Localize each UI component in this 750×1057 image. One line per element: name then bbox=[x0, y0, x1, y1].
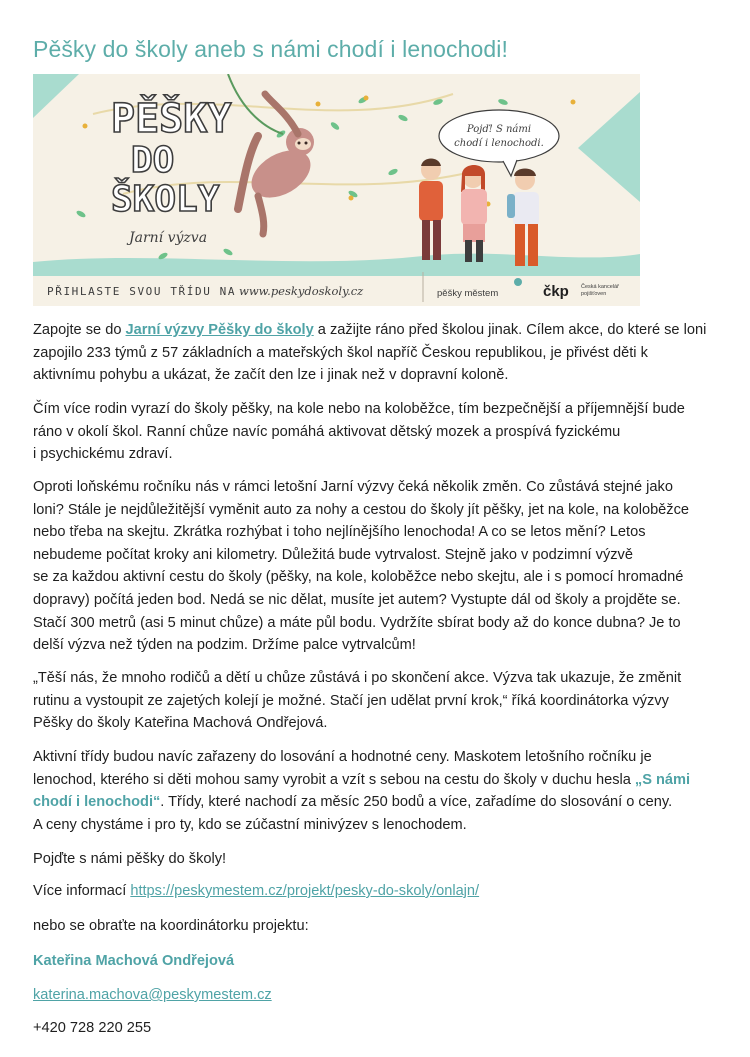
banner-heading-line2: DO bbox=[131, 140, 175, 181]
paragraph-invite: Pojďte s námi pěšky do školy! bbox=[33, 851, 227, 867]
logo-ckp: čkp bbox=[543, 283, 569, 300]
children-illustration bbox=[419, 159, 539, 267]
contact-email-link[interactable]: katerina.machova@peskymestem.cz bbox=[33, 987, 272, 1003]
slogan-part1: „S námi bbox=[634, 771, 691, 788]
corner-triangle-left bbox=[33, 74, 79, 118]
contact-name-row bbox=[33, 950, 733, 973]
corner-triangle-right bbox=[578, 92, 640, 202]
link-project-page[interactable]: https://peskymestem.cz/projekt/pesky-do-skoly/onlajn/ bbox=[130, 883, 480, 899]
contact-name: Kateřina Machová Ondřejová bbox=[33, 953, 235, 969]
logo-ckp-sub-line1: Česká kancelář bbox=[581, 284, 619, 290]
contact-email-row bbox=[33, 984, 733, 1007]
banner-heading-line3: ŠKOLY bbox=[111, 179, 220, 220]
contact-phone: +420 728 220 255 bbox=[33, 1020, 152, 1036]
slogan-part2: chodí i lenochodi“ bbox=[33, 794, 161, 811]
contact-phone-row bbox=[33, 1017, 733, 1040]
banner-subheading: Jarní výzva bbox=[129, 230, 208, 246]
campaign-banner bbox=[33, 74, 640, 306]
paragraph-more-info: Více informací https://peskymestem.cz/projekt/pesky-do-skoly/onlajn/ bbox=[33, 883, 480, 899]
article-title: Pěšky do školy aneb s námi chodí i lenochodi! bbox=[33, 36, 508, 62]
speech-bubble-line1: Pojď! S námi bbox=[466, 124, 532, 135]
speech-bubble-line2: chodí i lenochodi. bbox=[454, 138, 544, 149]
banner-cta-url: www.peskydoskoly.cz bbox=[239, 284, 364, 298]
banner-illustration bbox=[33, 74, 640, 306]
speech-bubble bbox=[439, 110, 559, 176]
sloth-illustration bbox=[238, 94, 319, 234]
logo-ckp-sub-line2: pojišťoven bbox=[581, 291, 607, 297]
paragraph-benefits: Čím více rodin vyrazí do školy pěšky, na kole nebo na koloběžce, tím bezpečnější a příjemnější bude ráno v okolí škol. Ranní chůze navíc pomáhá aktivovat dětský mozek a prospívá fyzickému i psychickému zdraví. bbox=[33, 401, 685, 463]
paragraph-intro: Zapojte se do Jarní výzvy Pěšky do školy a zažijte ráno před školou jinak. Cílem akce, do které se loni zapojilo 233 týmů z 57 základních a mateřských škol napříč Českou republikou, je přivést děti k aktivnímu pohybu a ukázat, že začít den lze i jinak než v dopravní koloně. bbox=[33, 322, 707, 384]
location-pin-icon bbox=[514, 278, 522, 286]
banner-heading-line1: PĚŠKY bbox=[111, 96, 232, 142]
paragraph-changes: Oproti loňskému ročníku nás v rámci letošní Jarní výzvy čeká několik změn. Co zůstává stejné jako loni? Stále je nejdůležitější vyměnit auto za nohy a cestou do školy jít pěšky, jet na kole, na koloběžce nebo třeba na skejtu. Zkrátka rozhýbat i toho nejlínějšího lenochoda! A co se letos mění? Letos nebudeme počítat kroky ani kilometry. Důležitá bude vytrvalost. Stejně jako v podzimní výzvě se za každou aktivní cestu do školy (pěšky, na kole, koloběžce nebo skejtu, ale i s pomocí hromadné dopravy) počítá jeden bod. Nedá se nic dělat, musíte jet autem? Vystupte dál od školy a projděte se. Stačí 300 metrů (asi 5 minut chůze) a máte půl bodu. Vydržíte sbírat body až do konce dubna? Je to delší výzva než týden na podzim. Držíme palce vytrvalcům! bbox=[33, 479, 690, 654]
ground-band bbox=[33, 254, 640, 276]
link-jarni-vyzva[interactable]: Jarní výzvy Pěšky do školy bbox=[125, 322, 314, 338]
paragraph-quote: „Těší nás, že mnoho rodičů a dětí u chůze zůstává i po skončení akce. Výzva tak ukazuje, že změnit rutinu a vystoupit ze zajetých kolejí je možné. Stačí jen udělat první krok,“ říká koordinátorka výzvy Pěšky do školy Kateřina Machová Ondřejová. bbox=[33, 670, 682, 732]
paragraph-prizes: Aktivní třídy budou navíc zařazeny do losování a hodnotné ceny. Maskotem letošního ročníku je lenochod, kterého si děti mohou samy vyrobit a vzít s sebou na cestu do školy v duchu hesla „S námi chodí i lenochodi“. Třídy, které nachodí za měsíc 250 bodů a více, zařadíme do slosování o ceny. A ceny chystáme i pro ty, kdo se zúčastní minivýzev s lenochodem. bbox=[33, 749, 691, 833]
banner-cta-text: PŘIHLASTE SVOU TŘÍDU NA bbox=[47, 285, 237, 298]
logo-pesky-mestem: pěšky městem bbox=[437, 288, 499, 299]
paragraph-contact-intro: nebo se obraťte na koordinátorku projektu: bbox=[33, 918, 309, 934]
